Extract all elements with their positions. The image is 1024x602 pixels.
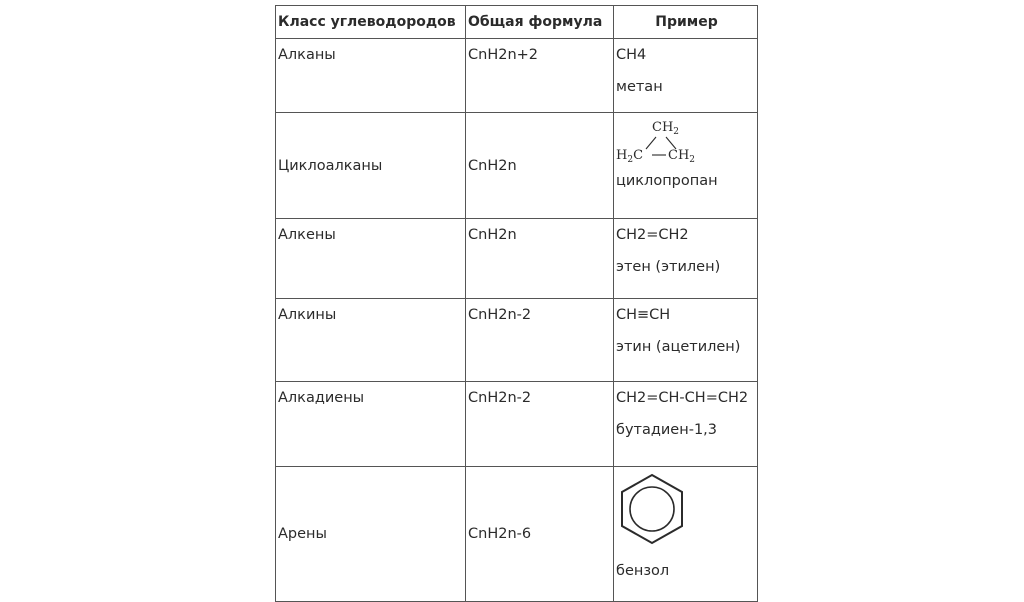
formula-cell [466,39,614,113]
formula-cell [466,299,614,382]
example-formula: CH2=CH2 [616,227,689,243]
general-formula: CnH2n-2 [468,307,532,323]
class-cell [276,39,466,113]
formula-cell [466,113,614,219]
example-name: этен (этилен) [616,259,721,275]
example-cell [614,39,758,113]
class-label: Алкины [278,307,337,323]
cyclo-top-ch: $CH_2$ [652,120,680,137]
class-cell [276,113,466,219]
cyclo-left-ch: $H_2C$ [616,148,644,165]
header-formula: Общая формула [466,6,614,39]
example-cell [614,219,758,299]
example-name: циклопропан [616,173,718,189]
formula-cell [466,467,614,602]
table-row [276,219,758,299]
example-cell [614,467,758,602]
cyclopropane-structure [616,115,716,165]
general-formula: CnH2n+2 [468,47,539,63]
example-name: бутадиен-1,3 [616,422,717,438]
formula-cell [466,382,614,467]
general-formula: CnH2n [468,157,517,174]
table-row [276,299,758,382]
header-class: Класс углеводородов [276,6,466,39]
class-cell [276,299,466,382]
table-row [276,113,758,219]
benzene-ring-icon [616,471,688,547]
example-formula: CH4 [616,47,647,63]
example-name: этин (ацетилен) [616,339,741,355]
example-cell [614,113,758,219]
class-label: Алкены [278,227,336,243]
example-formula: CH2=CH-CH=CH2 [616,390,749,406]
hydrocarbon-table-sheet [275,5,757,579]
class-cell [276,219,466,299]
formula-cell [466,219,614,299]
table-row [276,39,758,113]
cyclo-right-ch: $CH_2$ [668,148,696,165]
general-formula: CnH2n [468,227,517,243]
table-row [276,467,758,602]
class-label: Арены [278,526,327,542]
example-cell [614,299,758,382]
header-example: Пример [614,6,758,39]
example-formula: CH≡CH [616,307,671,323]
bond-left [646,137,656,149]
example-name: метан [616,79,663,95]
hydrocarbon-classes-table [275,5,758,602]
general-formula: CnH2n-6 [468,526,532,542]
example-name: бензол [616,563,670,579]
table-header-row [276,6,758,39]
table-row [276,382,758,467]
general-formula: CnH2n-2 [468,390,532,406]
class-cell [276,382,466,467]
class-label: Циклоалканы [278,157,383,174]
class-label: Алканы [278,47,336,63]
class-label: Алкадиены [278,390,365,406]
example-cell [614,382,758,467]
class-cell [276,467,466,602]
